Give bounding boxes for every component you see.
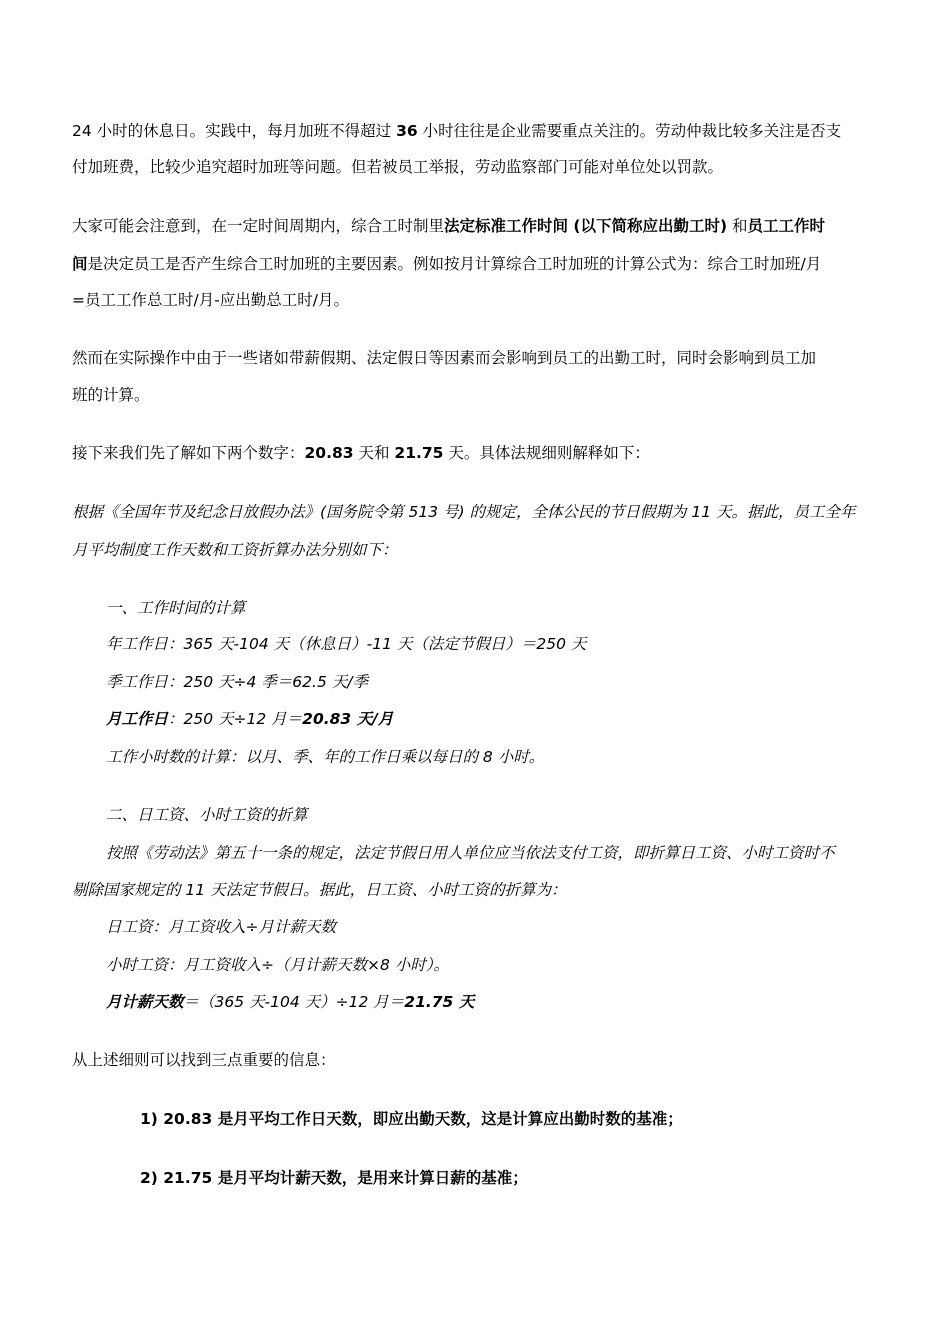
labor-law-line-2: 剔除国家规定的 11 天法定节假日。据此，日工资、小时工资的折算为： [72, 881, 567, 899]
paragraph-impact-line-2: 班的计算。 [72, 386, 150, 404]
text-segment: ：250 天÷12 月＝ [168, 710, 303, 728]
paragraph-formula-line-1 [72, 216, 825, 236]
bold-number: 21.75 [394, 444, 444, 462]
hours-calculation: 工作小时数的计算：以月、季、年的工作日乘以每日的 8 小时。 [106, 748, 545, 766]
text-segment: 小时往往是企业需要重点关注的。劳动仲裁比较多关注是否支 [417, 122, 842, 140]
bold-result: 21.75 天 [404, 993, 475, 1011]
daily-wage: 日工资：月工资收入÷月计薪天数 [106, 918, 336, 936]
quarter-workdays: 季工作日：250 天÷4 季＝62.5 天/季 [106, 673, 368, 691]
year-workdays: 年工作日：365 天-104 天（休息日）-11 天（法定节假日）＝250 天 [106, 635, 587, 653]
text-segment: 和 [727, 217, 748, 235]
monthly-pay-days [106, 992, 474, 1012]
labor-law-line-1: 按照《劳动法》第五十一条的规定，法定节假日用人单位应当依法支付工资，即折算日工资、小时工资时不 [106, 844, 835, 862]
paragraph-overtime-line-2: 付加班费，比较少追究超时加班等问题。但若被员工举报，劳动监察部门可能对单位处以罚款。 [72, 158, 724, 176]
bold-term: 间 [72, 255, 88, 273]
bold-number: 20.83 [304, 444, 354, 462]
bold-term: 法定标准工作时间 (以下简称应出勤工时) [444, 217, 728, 235]
paragraph-impact-line-1: 然而在实际操作中由于一些诸如带薪假期、法定假日等因素而会影响到员工的出勤工时，同时会影响到员工加 [72, 349, 817, 367]
text-segment: 天。具体法规细则解释如下： [443, 444, 650, 462]
bold-term: 员工工作时 [747, 217, 826, 235]
quote-line-1: 根据《全国年节及纪念日放假办法》(国务院令第 513 号) 的规定，全体公民的节日假期为 11 天。据此，员工全年 [72, 503, 856, 521]
quote-line-2: 月平均制度工作天数和工资折算办法分别如下： [72, 541, 398, 559]
summary-point-1: 1) 20.83 是月平均工作日天数，即应出勤天数，这是计算应出勤时数的基准； [140, 1110, 683, 1128]
paragraph-overtime-line-1 [72, 121, 841, 141]
bold-result: 20.83 天/月 [302, 710, 394, 728]
text-segment: 是决定员工是否产生综合工时加班的主要因素。例如按月计算综合工时加班的计算公式为：综合工时加班/月 [87, 255, 822, 273]
paragraph-formula-line-2 [72, 254, 821, 274]
hourly-wage: 小时工资：月工资收入÷（月计薪天数×8 小时）。 [106, 956, 450, 974]
text-segment: 大家可能会注意到，在一定时间周期内，综合工时制里 [72, 217, 445, 235]
paragraph-formula-line-3: =员工工作总工时/月-应出勤总工时/月。 [72, 291, 350, 309]
bold-label: 月工作日 [106, 710, 169, 728]
month-workdays [106, 709, 393, 729]
bold-label: 月计薪天数 [106, 993, 184, 1011]
summary-point-2: 2) 21.75 是月平均计薪天数，是用来计算日薪的基准； [140, 1169, 528, 1187]
text-segment: 接下来我们先了解如下两个数字： [72, 444, 305, 462]
section-2-heading: 二、日工资、小时工资的折算 [106, 806, 308, 824]
text-segment: 天和 [353, 444, 395, 462]
summary-intro: 从上述细则可以找到三点重要的信息： [72, 1051, 336, 1069]
bold-number: 36 [396, 122, 418, 140]
text-segment: 24 小时的休息日。实践中，每月加班不得超过 [72, 122, 397, 140]
text-segment: ＝（365 天-104 天）÷12 月＝ [183, 993, 405, 1011]
section-1-heading: 一、工作时间的计算 [106, 599, 246, 617]
paragraph-two-numbers [72, 443, 650, 463]
